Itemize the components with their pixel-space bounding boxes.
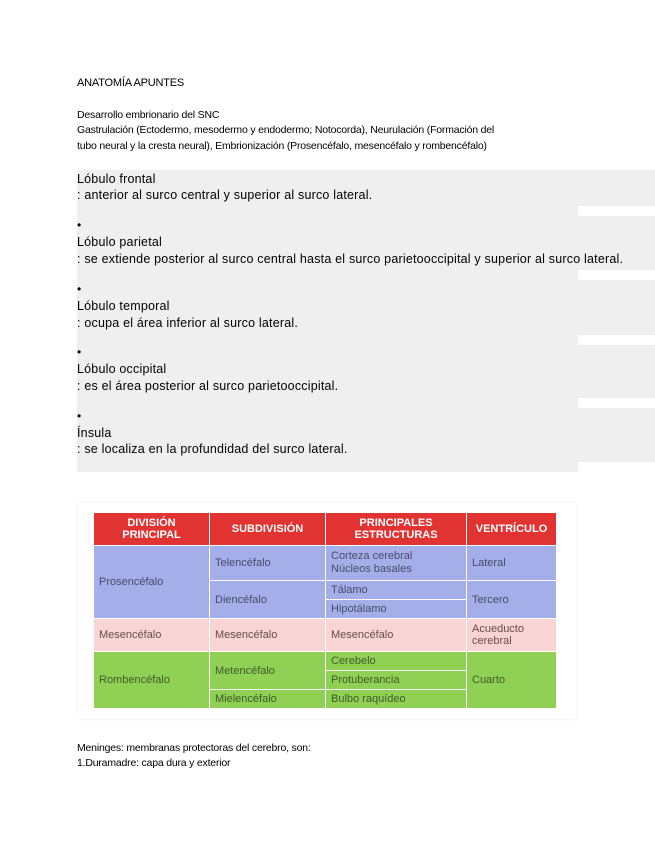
table-cell: Prosencéfalo [94, 546, 210, 619]
table-row [94, 546, 557, 581]
lobe-name: Lóbulo frontal [77, 172, 156, 186]
paragraph-line-2: tubo neural y la cresta neural), Embrionización (Prosencéfalo, mesencéfalo y rombencéfalo) [77, 140, 487, 152]
meninges-item: 1.Duramadre: capa dura y exterior [77, 757, 231, 769]
lobe-name: Lóbulo parietal [77, 235, 163, 249]
lobes-block-gap [578, 462, 655, 474]
table-cell: Rombencéfalo [94, 652, 210, 709]
table-cell: Lateral [467, 546, 557, 581]
table-header-row [94, 513, 557, 546]
lobe-description: : se localiza en la profundidad del surco lateral. [77, 442, 348, 456]
table-cell: Diencéfalo [210, 581, 326, 619]
lobes-block-gap [578, 335, 655, 345]
table-row [94, 619, 557, 652]
lobe-description: : es el área posterior al surco parietooccipital. [77, 379, 339, 393]
lobes-block-gap [578, 398, 655, 408]
lobe-description: : ocupa el área inferior al surco lateral. [77, 316, 299, 330]
table-cell: Mesencéfalo [94, 619, 210, 652]
lobe-description: : anterior al surco central y superior al surco lateral. [77, 188, 373, 202]
table-cell [326, 546, 467, 581]
table-header: PRINCIPALES ESTRUCTURAS [326, 513, 467, 546]
table-cell: Hipotálamo [326, 600, 467, 619]
bullet: • [77, 345, 82, 359]
lobe-name: Ínsula [77, 426, 112, 440]
table-cell: Acueducto cerebral [467, 619, 557, 652]
lobes-block-gap [578, 270, 655, 280]
meninges-intro: Meninges: membranas protectoras del cerebro, son: [77, 742, 311, 754]
table-cell: Cerebelo [326, 652, 467, 671]
table-row [94, 652, 557, 671]
structure-item: Núcleos basales [331, 563, 412, 575]
structure-item: Corteza cerebral [331, 550, 413, 562]
table-cell: Mesencéfalo [210, 619, 326, 652]
lobes-block-gap [578, 206, 655, 216]
section-heading: Desarrollo embrionario del SNC [77, 109, 220, 121]
lobe-name: Lóbulo temporal [77, 299, 170, 313]
bullet: • [77, 282, 82, 296]
table-cell: Cuarto [467, 652, 557, 709]
paragraph-line-1: Gastrulación (Ectodermo, mesodermo y endodermo; Notocorda), Neurulación (Formación del [77, 124, 494, 136]
table-cell: Metencéfalo [210, 652, 326, 690]
bullet: • [77, 409, 82, 423]
doc-title: ANATOMÍA APUNTES [77, 77, 185, 89]
table-cell: Tálamo [326, 581, 467, 600]
bullet: • [77, 218, 82, 232]
lobe-name: Lóbulo occipital [77, 362, 167, 376]
table-cell: Bulbo raquídeo [326, 690, 467, 709]
table-cell: Mesencéfalo [326, 619, 467, 652]
table-header: VENTRÍCULO [467, 513, 557, 546]
table-cell: Mielencéfalo [210, 690, 326, 709]
table-cell: Protuberancia [326, 671, 467, 690]
table-header: DIVISIÓN PRINCIPAL [94, 513, 210, 546]
table-cell: Tercero [467, 581, 557, 619]
lobe-description: : se extiende posterior al surco central hasta el surco parietooccipital y superior al surco lateral. [77, 252, 624, 266]
table-cell: Telencéfalo [210, 546, 326, 581]
table-header: SUBDIVISIÓN [210, 513, 326, 546]
brain-divisions-table [93, 512, 557, 709]
